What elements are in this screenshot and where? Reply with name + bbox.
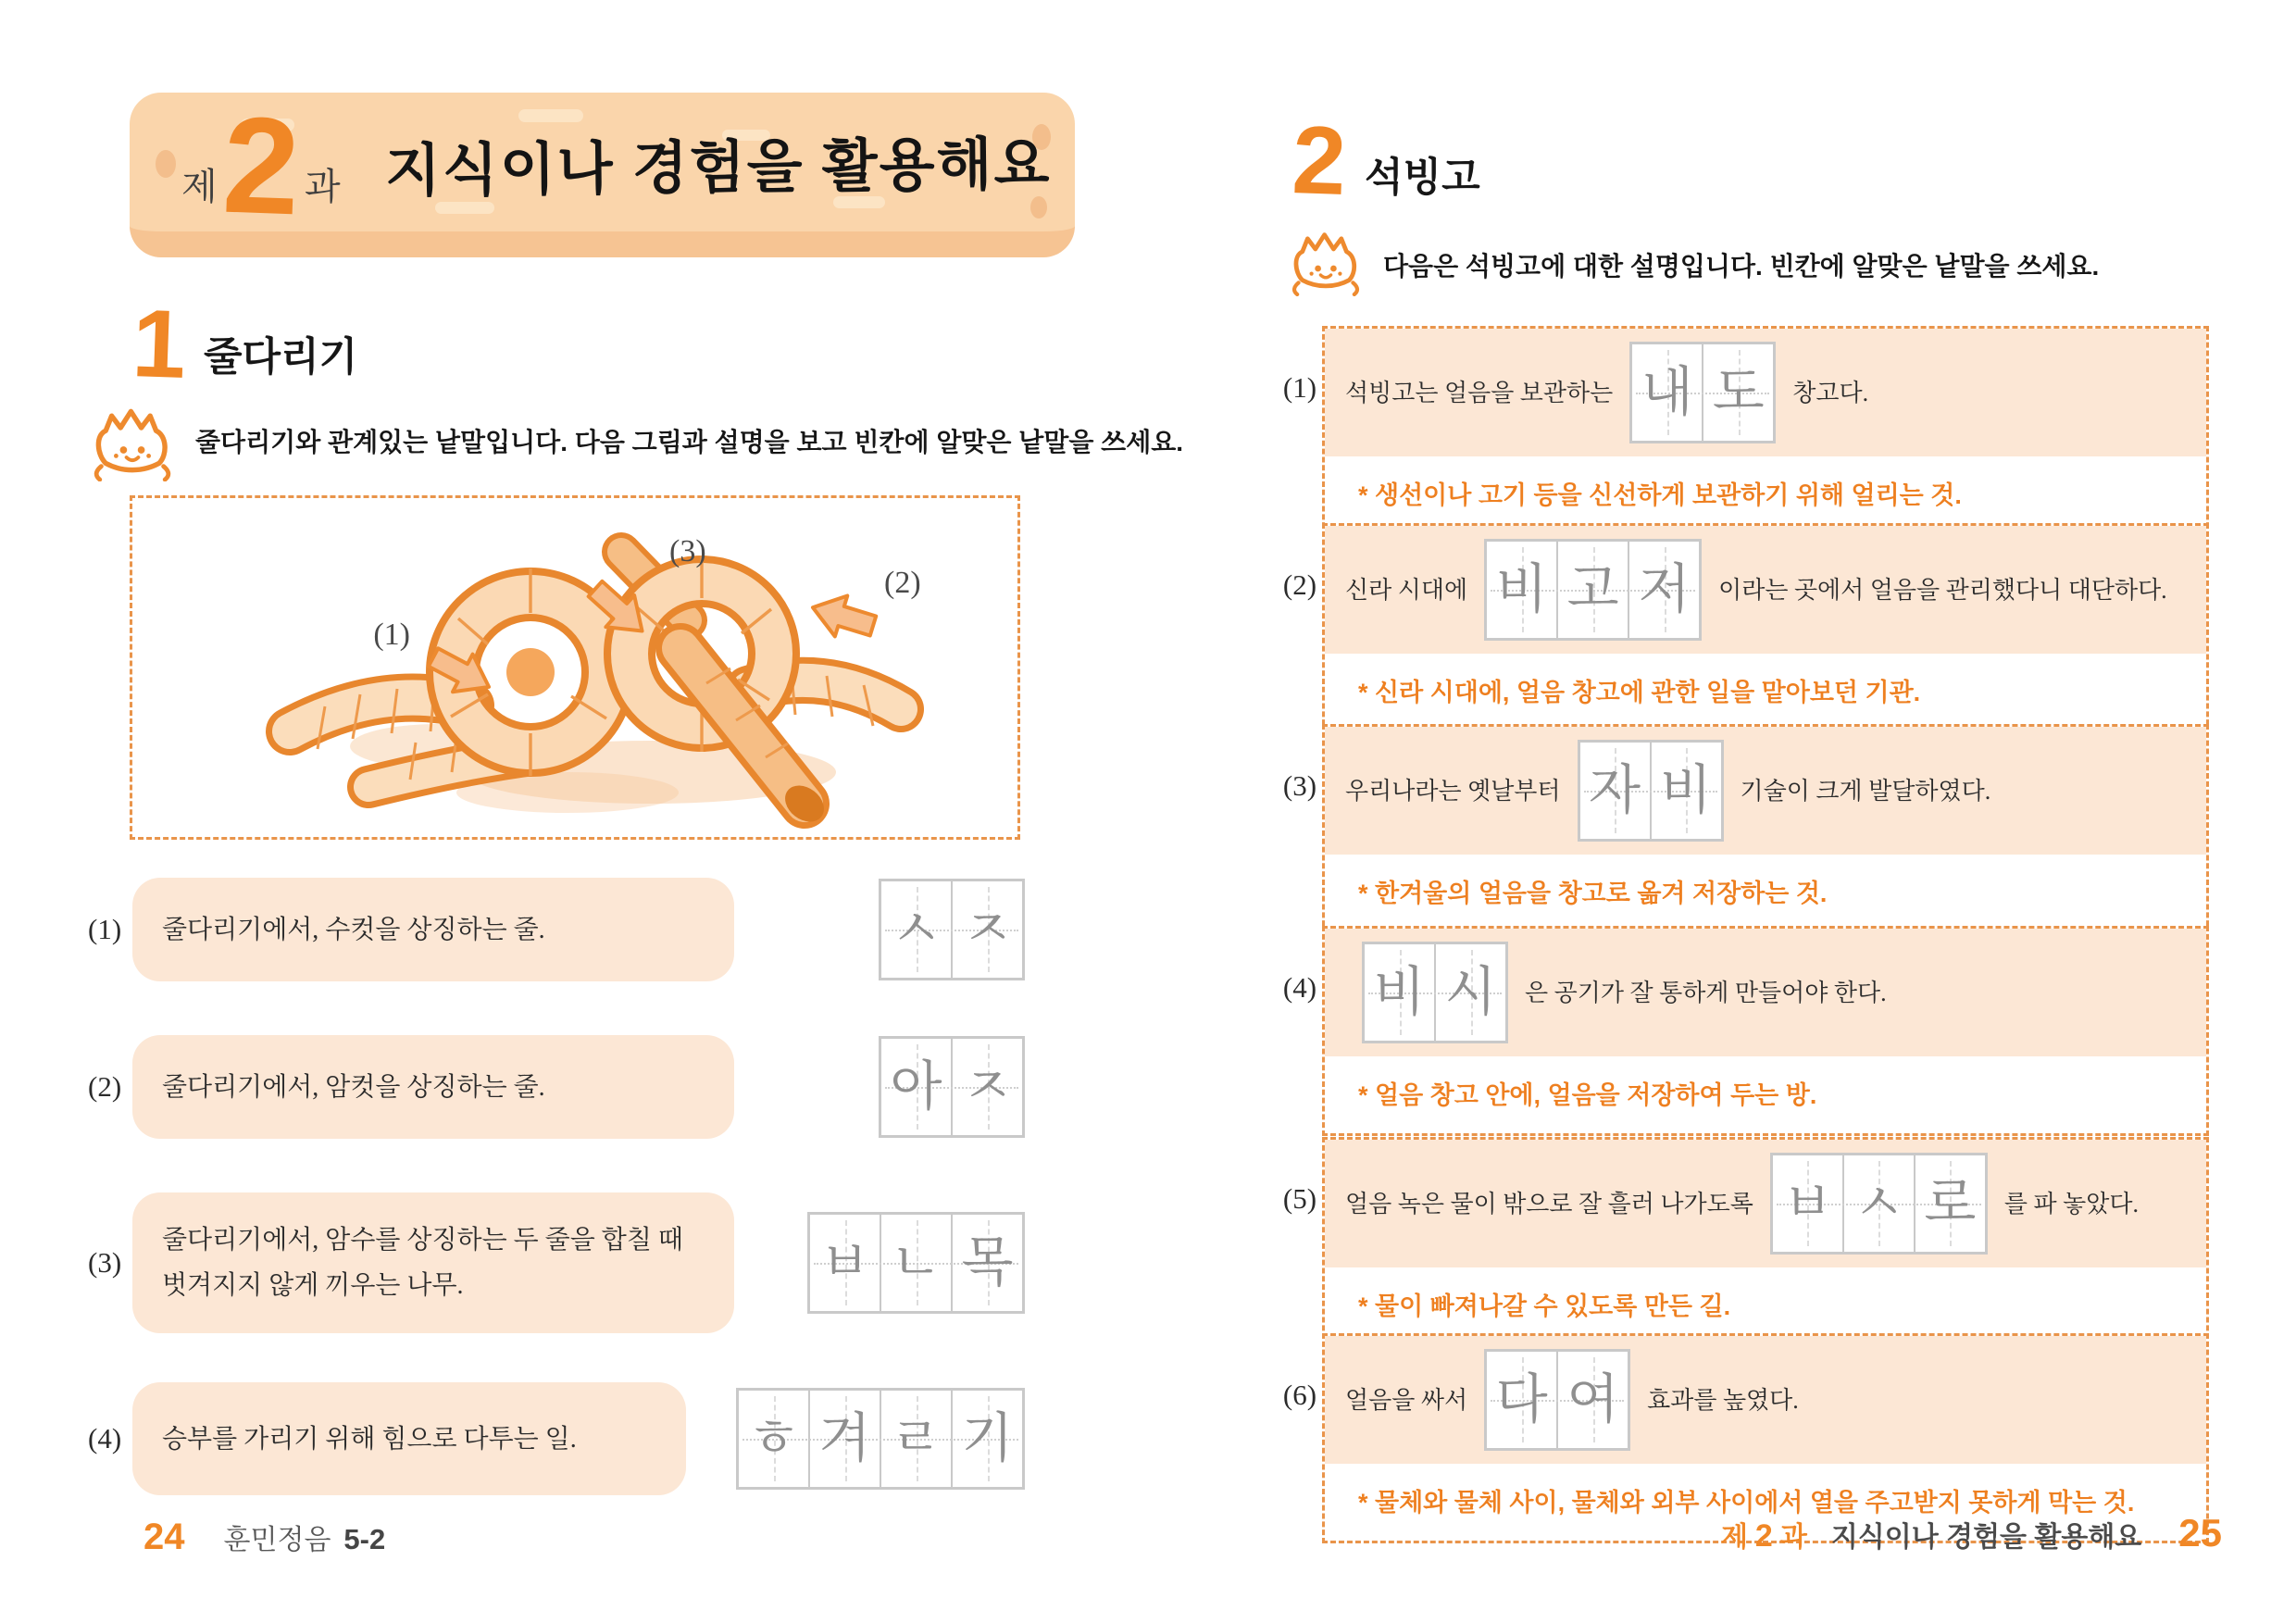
hint-letter: 비 — [1495, 559, 1548, 619]
hint-letter: ㅎ — [747, 1408, 800, 1468]
question-text-box — [132, 1382, 686, 1495]
footer-right — [1296, 1511, 2222, 1555]
hint-letter: 시 — [1444, 962, 1497, 1022]
section1-number: 1 — [130, 290, 188, 399]
banner-texture — [518, 109, 583, 122]
hint-letter: 겨 — [818, 1408, 871, 1468]
section1-instruction-row — [88, 404, 1183, 481]
hint-letter: ㅂ — [1781, 1173, 1834, 1233]
hint-letter: ㅂ — [818, 1232, 871, 1292]
mascot-icon — [88, 404, 177, 481]
footer-chapter-suffix: 과 — [1779, 1522, 1807, 1553]
item-note: * 한겨울의 얼음을 창고로 옮겨 저장하는 것. — [1358, 880, 1828, 907]
page-number-left: 24 — [144, 1517, 185, 1557]
hint-letter: 고 — [1566, 559, 1619, 619]
answer-cell[interactable] — [1632, 344, 1703, 441]
answer-cell[interactable] — [953, 1215, 1022, 1311]
sentence-after: 창고다. — [1792, 379, 1869, 406]
figure-label-1: (1) — [373, 618, 410, 652]
sentence-before: 우리나라는 옛날부터 — [1345, 777, 1561, 805]
section1-title: 줄다리기 — [204, 335, 358, 380]
item-note: * 생선이나 고기 등을 신선하게 보관하기 위해 얼리는 것. — [1358, 481, 1962, 509]
hint-letter: 자 — [1589, 760, 1641, 820]
sentence-band — [1325, 727, 2206, 855]
question-number: (4) — [88, 1422, 122, 1454]
answer-cell[interactable] — [1365, 944, 1436, 1041]
sentence-band — [1325, 329, 2206, 456]
sentence-band — [1325, 1140, 2206, 1267]
answer-cell[interactable] — [1558, 542, 1629, 638]
figure-label-2: (2) — [884, 566, 921, 600]
question-text: 줄다리기에서, 수컷을 상징하는 줄. — [162, 915, 545, 944]
answer-cell[interactable] — [1773, 1155, 1844, 1252]
answer-box[interactable] — [1578, 740, 1724, 842]
chapter-number: 2 — [219, 88, 302, 244]
item-number: (3) — [1282, 769, 1317, 802]
sentence-after: 효과를 높였다. — [1647, 1386, 1799, 1414]
answer-cell[interactable] — [1703, 344, 1773, 441]
question-row-1 — [88, 878, 1025, 981]
banner-nail-hole — [156, 150, 176, 178]
sentence-before: 얼음을 싸서 — [1345, 1386, 1468, 1414]
item-number: (4) — [1282, 971, 1317, 1004]
book-name: 훈민정음 — [223, 1525, 331, 1555]
answer-cell[interactable] — [810, 1215, 881, 1311]
page-number-right: 25 — [2178, 1511, 2222, 1554]
footer-chapter-title: 지식이나 경험을 활용해요 — [1830, 1522, 2142, 1553]
answer-cell[interactable] — [1436, 944, 1505, 1041]
question-text-box — [132, 1035, 734, 1139]
answer-cell[interactable] — [1580, 743, 1652, 839]
rope-figure-box — [130, 495, 1020, 840]
hint-letter: 다 — [1495, 1369, 1548, 1429]
footer-chapter-number: 2 — [1754, 1518, 1773, 1554]
answer-cell[interactable] — [953, 1391, 1022, 1487]
sentence-band — [1325, 929, 2206, 1056]
hint-letter: ㄹ — [890, 1408, 942, 1468]
answer-box[interactable] — [879, 879, 1025, 980]
answer-cell[interactable] — [1915, 1155, 1985, 1252]
sentence-after: 를 파 놓았다. — [2003, 1190, 2139, 1217]
answer-cell[interactable] — [1629, 542, 1699, 638]
item-note: * 물이 빠져나갈 수 있도록 만든 길. — [1358, 1292, 1731, 1320]
sentence-before: 석빙고는 얼음을 보관하는 — [1345, 379, 1614, 406]
section1-instruction: 줄다리기와 관계있는 낱말입니다. 다음 그림과 설명을 보고 빈칸에 알맞은 낱말을 쓰세요. — [195, 428, 1184, 456]
answer-cell[interactable] — [881, 1215, 953, 1311]
hint-letter: 아 — [890, 1056, 942, 1117]
question-number: (2) — [88, 1070, 122, 1103]
answer-cell[interactable] — [1487, 542, 1558, 638]
question-number: (1) — [88, 913, 122, 945]
hint-letter: ㄴ — [890, 1232, 942, 1292]
hint-letter: 내 — [1641, 362, 1693, 422]
sentence-before: 얼음 녹은 물이 밖으로 잘 흘러 나가도록 — [1345, 1190, 1753, 1217]
question-text-box — [132, 878, 734, 981]
hint-letter: ㅈ — [961, 899, 1014, 959]
answer-box[interactable] — [1629, 342, 1776, 443]
hint-letter: 기 — [961, 1408, 1014, 1468]
item-note: * 물체와 물체 사이, 물체와 외부 사이에서 열을 주고받지 못하게 막는 것. — [1358, 1489, 2135, 1517]
hint-letter: ㅅ — [1853, 1173, 1905, 1233]
sentence-before: 신라 시대에 — [1345, 576, 1468, 604]
answer-box[interactable] — [1362, 942, 1508, 1043]
hint-letter: 도 — [1712, 362, 1765, 422]
sentence-after: 이라는 곳에서 얼음을 관리했다니 대단하다. — [1718, 576, 2167, 604]
answer-cell[interactable] — [881, 1039, 953, 1135]
section2-instruction-row — [1287, 228, 2099, 296]
fill-blank-item-2 — [1282, 523, 2209, 733]
hint-letter: 로 — [1924, 1173, 1977, 1233]
question-text-box — [132, 1192, 734, 1333]
answer-cell[interactable] — [739, 1391, 810, 1487]
item-number: (6) — [1282, 1379, 1317, 1411]
hint-letter: 비 — [1373, 962, 1426, 1022]
item-number: (5) — [1282, 1182, 1317, 1215]
footer-left — [144, 1517, 385, 1558]
figure-label-3: (3) — [669, 534, 706, 568]
sentence-after: 기술이 크게 발달하였다. — [1740, 777, 1991, 805]
fill-blank-item-5 — [1282, 1137, 2209, 1347]
hint-letter: 저 — [1638, 559, 1691, 619]
item-number: (2) — [1282, 568, 1317, 601]
answer-cell[interactable] — [953, 881, 1022, 978]
rope-illustration — [132, 498, 1012, 831]
item-number: (1) — [1282, 371, 1317, 404]
hint-letter: 여 — [1566, 1369, 1619, 1429]
answer-box[interactable] — [807, 1212, 1025, 1314]
answer-cell[interactable] — [1487, 1352, 1558, 1448]
question-row-2 — [88, 1035, 1025, 1139]
fill-blank-item-4 — [1282, 926, 2209, 1136]
sentence-after: 은 공기가 잘 통하게 만들어야 한다. — [1525, 979, 1887, 1006]
answer-cell[interactable] — [1652, 743, 1721, 839]
hint-letter: 비 — [1660, 760, 1713, 820]
question-number: (3) — [88, 1246, 122, 1279]
fill-blank-item-3 — [1282, 724, 2209, 934]
answer-box[interactable] — [736, 1388, 1025, 1490]
section2-number: 2 — [1290, 106, 1348, 216]
answer-cell[interactable] — [810, 1391, 881, 1487]
sentence-band — [1325, 526, 2206, 654]
hint-letter: ㅅ — [890, 899, 942, 959]
question-text: 줄다리기에서, 암수를 상징하는 두 줄을 합칠 때 벗겨지지 않게 끼우는 나무. — [162, 1226, 683, 1300]
book-volume: 5-2 — [343, 1523, 386, 1555]
question-text: 승부를 가리기 위해 힘으로 다투는 일. — [162, 1424, 577, 1454]
answer-box[interactable] — [1770, 1153, 1988, 1255]
item-note: * 신라 시대에, 얼음 창고에 관한 일을 맡아보던 기관. — [1358, 679, 1921, 706]
answer-cell[interactable] — [881, 1391, 953, 1487]
hint-letter: 목 — [961, 1232, 1014, 1292]
answer-cell[interactable] — [1844, 1155, 1915, 1252]
fill-blank-item-1 — [1282, 326, 2209, 536]
question-row-4 — [88, 1382, 1025, 1495]
answer-box[interactable] — [879, 1036, 1025, 1138]
answer-cell[interactable] — [953, 1039, 1022, 1135]
figure-arrow-2 — [806, 587, 879, 646]
chapter-prefix: 제 — [181, 165, 218, 207]
answer-box[interactable] — [1484, 539, 1702, 641]
hint-letter: ㅈ — [961, 1056, 1014, 1117]
answer-cell[interactable] — [1558, 1352, 1628, 1448]
chapter-banner — [130, 88, 1075, 257]
question-row-3 — [88, 1192, 1025, 1333]
answer-cell[interactable] — [881, 881, 953, 978]
section2-title: 석빙고 — [1365, 156, 1480, 200]
chapter-title: 지식이나 경험을 활용해요 — [384, 131, 1052, 204]
sentence-band — [1325, 1336, 2206, 1464]
chapter-suffix: 과 — [304, 165, 341, 207]
item-note: * 얼음 창고 안에, 얼음을 저장하여 두는 방. — [1358, 1081, 1817, 1109]
mascot-icon — [1287, 228, 1365, 296]
footer-chapter-prefix: 제 — [1720, 1522, 1748, 1553]
section2-instruction: 다음은 석빙고에 대한 설명입니다. 빈칸에 알맞은 낱말을 쓰세요. — [1383, 252, 2100, 281]
answer-box[interactable] — [1484, 1349, 1630, 1451]
question-text: 줄다리기에서, 암컷을 상징하는 줄. — [162, 1072, 545, 1102]
